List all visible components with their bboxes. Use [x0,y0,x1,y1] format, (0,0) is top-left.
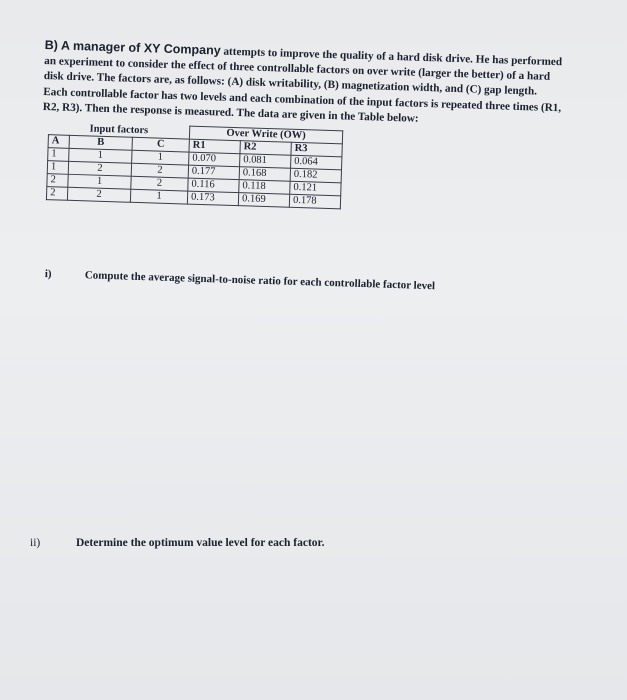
cell-r1: 0.177 [188,165,239,180]
question-body: attempts to improve the quality of a hard disk drive. He has performed an experiment to consider the effect of three controllable factors on over write (larger the better) of a hard disk drive. The factors are, as follows: (A) disk writability, (B) magnetization width, and (C) gap length. Each controllable factor has two levels and each combination of the input factors is repeated three times (R1, R2, R3). Then the response is measured. The data are given in the Table below: [42,45,563,125]
task-2-text: Determine the optimum value level for each factor. [76,537,325,549]
task-2 [30,537,550,549]
cell-r2: 0.081 [240,154,291,169]
cell-r2: 0.118 [239,180,290,195]
col-header-r3: R3 [291,142,342,157]
col-header-r2: R2 [240,141,291,156]
cell-r3: 0.178 [289,194,340,209]
cell-c: 1 [132,150,189,165]
cell-a: 1 [47,161,68,175]
cell-r1: 0.116 [188,178,239,193]
task-1 [45,268,565,296]
cell-b: 1 [68,174,131,189]
col-header-c: C [132,137,189,152]
task-1-text: Compute the average signal-to-noise ratio for each controllable factor level [84,269,436,293]
cell-a: 2 [46,187,67,201]
cell-a: 1 [48,148,69,162]
cell-r2: 0.169 [238,193,289,208]
cell-b: 2 [67,187,130,202]
question-lead: B) A manager of XY Company [44,38,221,58]
cell-r3: 0.182 [290,168,341,183]
cell-c: 2 [131,176,188,191]
cell-r3: 0.064 [291,155,342,170]
cell-c: 1 [130,189,187,204]
col-header-b: B [69,135,132,150]
over-write-header: Over Write (OW) [189,126,342,144]
question-block [40,38,590,217]
cell-r1: 0.173 [187,191,238,206]
col-header-r1: R1 [189,139,240,154]
input-factors-header: Input factors [89,123,149,137]
col-header-a: A [48,135,69,149]
cell-c: 2 [131,163,188,178]
cell-a: 2 [47,174,68,188]
cell-r1: 0.070 [189,152,240,167]
data-table [46,121,343,209]
cell-r2: 0.168 [239,167,290,182]
task-1-number: i) [44,268,52,281]
cell-r3: 0.121 [290,181,341,196]
cell-b: 1 [69,148,132,163]
task-2-number: ii) [30,537,41,549]
question-paragraph [43,38,565,131]
cell-b: 2 [68,161,131,176]
